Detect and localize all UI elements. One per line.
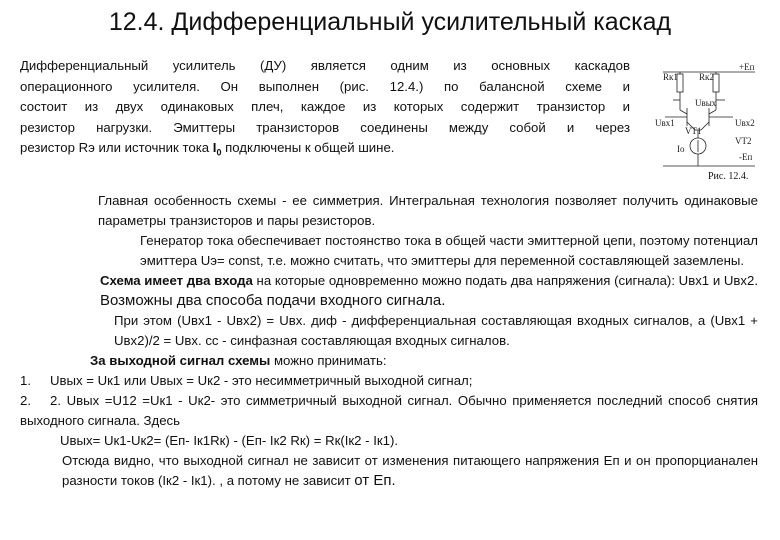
conclusion-emphasis: от Eп. xyxy=(354,472,396,489)
label-uvx2: Uвх2 xyxy=(735,118,755,128)
list-number: 2. xyxy=(20,393,31,408)
intro-last-text: резистор Rэ или источник тока xyxy=(20,140,213,155)
label-ep: +Eп xyxy=(739,62,755,72)
label-rk1: Rк1 xyxy=(663,72,678,82)
label-uvyx: Uвых xyxy=(695,98,717,108)
label-em: -Eп xyxy=(739,152,753,162)
intro-line: Дифференциальный усилитель (ДУ) является одним из основных каскадов xyxy=(20,58,630,73)
intro-line xyxy=(20,138,630,163)
inputs-text: на которые одновременно можно подать два напряжения (сигнала): Uвх1 и Uвх2. xyxy=(252,273,759,288)
output-heading: За выходной сигнал схемы xyxy=(90,353,271,368)
inputs-heading: Схема имеет два входа xyxy=(100,273,253,288)
paragraph-symmetry: Главная особенность схемы - ее симметрия. Интегральная технология позволяет получить одинаковые параметры транзисторов и пары резисторов. xyxy=(98,193,758,228)
list-item xyxy=(20,391,758,431)
paragraph-conclusion xyxy=(20,451,758,491)
formula: Uвых= Uк1-Uк2= (Eп- Iк1Rк) - (Eп- Iк2 Rк) = Rк(Iк2 - Iк1). xyxy=(60,433,399,448)
intro-paragraph xyxy=(20,56,630,163)
body-text xyxy=(20,191,758,491)
circuit-diagram xyxy=(655,60,765,185)
list-text: Uвых = Uк1 или Uвых = Uк2 - это несимметричный выходной сигнал; xyxy=(50,373,473,388)
intro-line: состоит из двух одинаковых плеч, каждое из которых содержит транзистор и xyxy=(20,99,630,114)
label-vt2: VT2 xyxy=(735,136,752,146)
paragraph-differential: При этом (Uвх1 - Uвх2) = Uвх. диф - дифференциальная составляющая входных сигналов, а (Uвх1 + Uвх2)/2 = Uвх. сс - синфазная составляющая входных сигналов. xyxy=(114,313,758,348)
paragraph-current-generator: Генератор тока обеспечивает постоянство тока в общей части эмиттерной цепи, поэтому потенциал эмиттера Uэ= const, т.е. можно считать, что эмиттеры для переменной составляющей заземлены. xyxy=(140,233,758,268)
intro-last-text-end: подключены к общей шине. xyxy=(221,140,395,155)
page-title: 12.4. Дифференциальный усилительный каскад xyxy=(108,8,672,36)
resistor-rk1 xyxy=(677,74,683,92)
conclusion-text: Отсюда видно, что выходной сигнал не зависит от изменения питающего напряжения Eп и он пропорцианален разности токов (Iк2 - Iк1). , а потому не зависит xyxy=(62,453,758,488)
output-text: можно принимать: xyxy=(270,353,387,368)
inputs-emphasis: Возможны два способа подачи входного сигнала. xyxy=(100,292,446,309)
intro-line: резистор нагрузки. Эмиттеры транзисторов соединены между собой и через xyxy=(20,119,630,135)
list-item xyxy=(20,371,758,391)
resistor-rk2 xyxy=(713,74,719,92)
label-uvx1: Uвх1 xyxy=(655,118,675,128)
figure-caption: Рис. 12.4. xyxy=(708,171,749,182)
list-number: 1. xyxy=(20,373,31,388)
paragraph-inputs xyxy=(20,271,758,311)
label-i0: Iо xyxy=(677,144,685,154)
label-rk2: Rк2 xyxy=(699,72,714,82)
paragraph-output xyxy=(20,351,758,371)
current-subscript: 0 xyxy=(216,147,222,158)
intro-line: операционного усилителя. Он выполнен (рис. 12.4.) по балансной схеме и xyxy=(20,78,630,94)
label-vt1: VT1 xyxy=(685,126,702,136)
list-text: 2. Uвых =U12 =Uк1 - Uк2- это симметричный выходной сигнал. Обычно применяется последний способ снятия выходного сигнала. Здесь xyxy=(20,393,758,428)
current-symbol: I xyxy=(212,140,217,155)
